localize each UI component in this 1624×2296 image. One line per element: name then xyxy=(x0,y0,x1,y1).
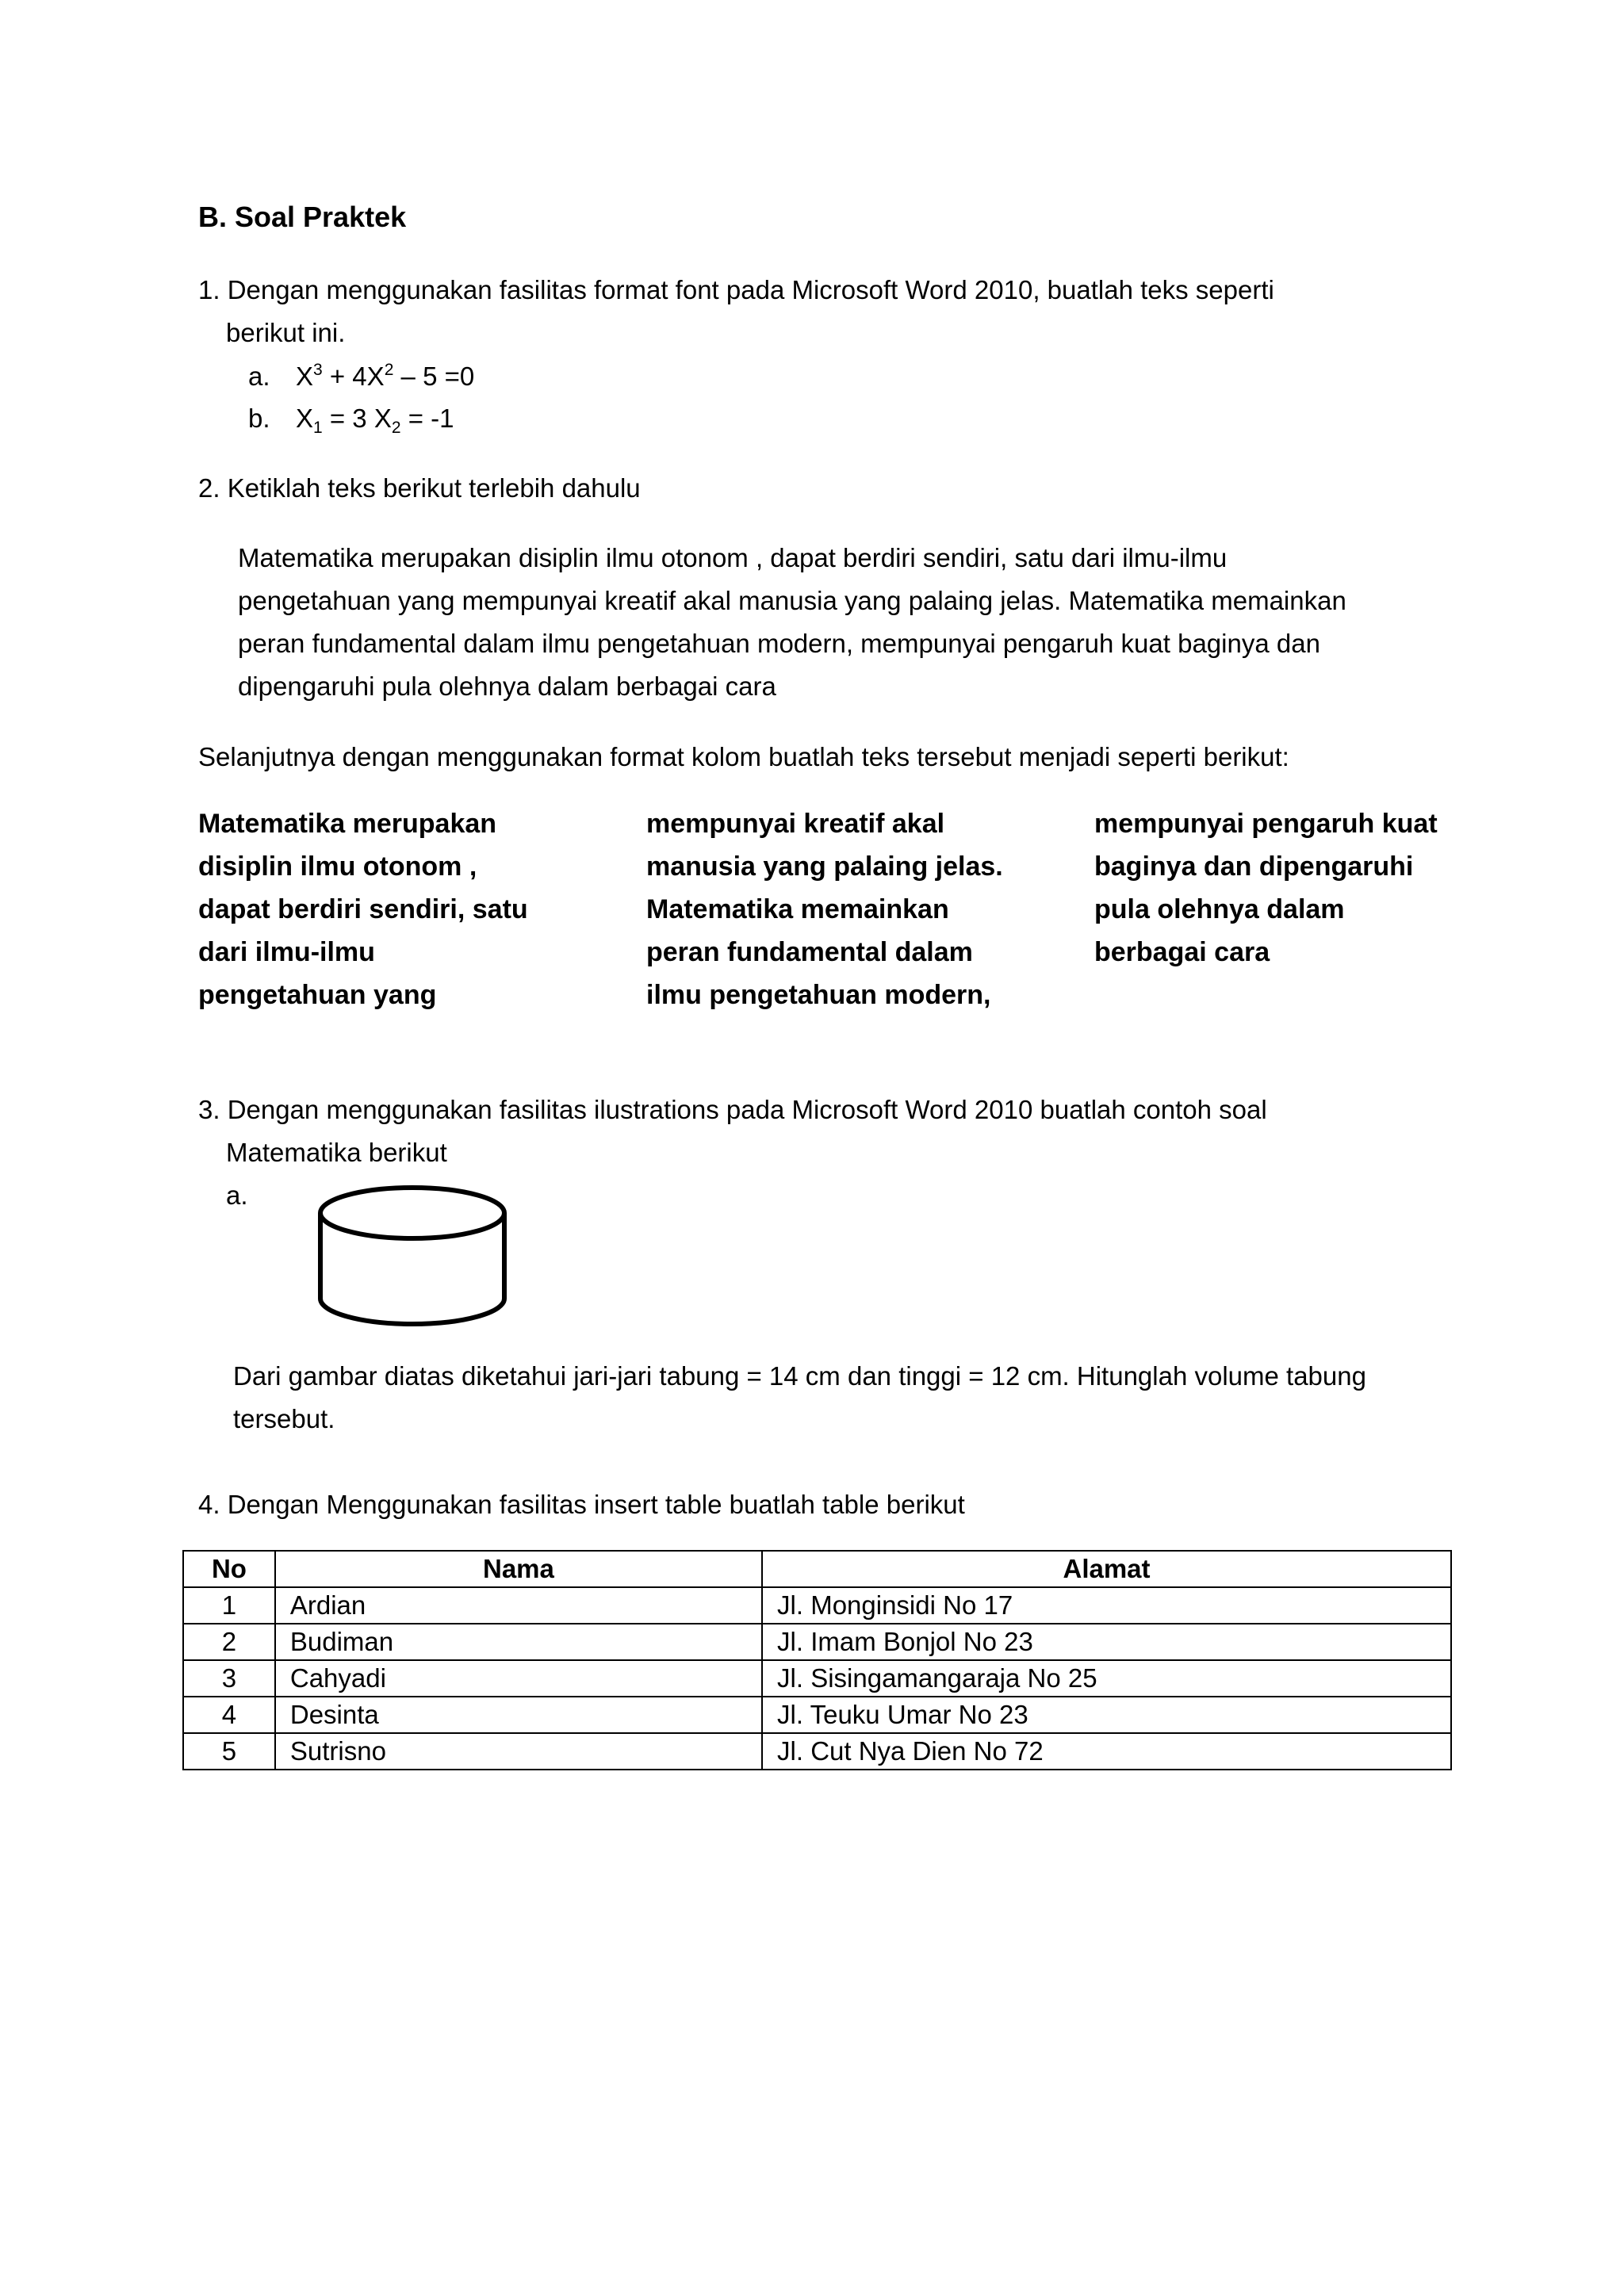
q1-equation-a xyxy=(296,361,474,392)
q1-item-a-marker: a. xyxy=(248,362,270,391)
q2-paragraph-line: peran fundamental dalam ilmu pengetahuan modern, mempunyai pengaruh kuat baginya dan xyxy=(238,629,1320,658)
q3-prompt-line2: Matematika berikut xyxy=(226,1138,447,1167)
table-row xyxy=(183,1733,1451,1770)
q1-prompt-line2: berikut ini. xyxy=(226,318,346,347)
cell-no: 1 xyxy=(183,1587,275,1624)
cell-no: 3 xyxy=(183,1660,275,1697)
q3-prompt-line1: 3. Dengan menggunakan fasilitas ilustrations pada Microsoft Word 2010 buatlah contoh soal xyxy=(198,1095,1267,1124)
eq-b-mid: = 3 X xyxy=(322,404,392,433)
column-line: pula olehnya dalam xyxy=(1094,894,1345,924)
header-nama: Nama xyxy=(275,1551,762,1587)
column-line: dapat berdiri sendiri, satu xyxy=(198,894,528,924)
student-table xyxy=(182,1550,1452,1770)
eq-b-sub1: 1 xyxy=(313,419,323,437)
q2-prompt: 2. Ketiklah teks berikut terlebih dahulu xyxy=(198,473,641,503)
cell-nama: Ardian xyxy=(275,1587,762,1624)
column-line: Matematika merupakan xyxy=(198,809,497,839)
cell-nama: Cahyadi xyxy=(275,1660,762,1697)
eq-a-mid: + 4X xyxy=(322,362,385,391)
table-row xyxy=(183,1660,1451,1697)
text-column-1 xyxy=(198,802,611,1016)
eq-b-x1: X xyxy=(296,404,314,433)
q2-paragraph-line: pengetahuan yang mempunyai kreatif akal manusia yang palaing jelas. Matematika memainkan xyxy=(238,586,1346,615)
q3-problem-line1: Dari gambar diatas diketahui jari-jari tabung = 14 cm dan tinggi = 12 cm. Hitunglah volume tabung xyxy=(233,1361,1366,1391)
eq-a-exp2: 2 xyxy=(384,361,394,379)
table-row xyxy=(183,1587,1451,1624)
column-line: disiplin ilmu otonom , xyxy=(198,851,477,882)
column-line: berbagai cara xyxy=(1094,937,1270,967)
q4-prompt: 4. Dengan Menggunakan fasilitas insert table buatlah table berikut xyxy=(198,1490,965,1519)
cell-alamat: Jl. Cut Nya Dien No 72 xyxy=(762,1733,1451,1770)
header-no: No xyxy=(183,1551,275,1587)
column-line: baginya dan dipengaruhi xyxy=(1094,851,1414,882)
eq-a-x: X xyxy=(296,362,314,391)
cell-alamat: Jl. Monginsidi No 17 xyxy=(762,1587,1451,1624)
column-line: peran fundamental dalam xyxy=(646,937,973,967)
q1-item-b-marker: b. xyxy=(248,404,270,433)
eq-a-exp3: 3 xyxy=(313,361,323,379)
header-alamat: Alamat xyxy=(762,1551,1451,1587)
cell-alamat: Jl. Imam Bonjol No 23 xyxy=(762,1624,1451,1660)
q2-paragraph-line: Matematika merupakan disiplin ilmu otonom , dapat berdiri sendiri, satu dari ilmu-ilmu xyxy=(238,543,1228,572)
eq-b-sub2: 2 xyxy=(391,419,401,437)
cell-nama: Desinta xyxy=(275,1697,762,1733)
q2-instruction: Selanjutnya dengan menggunakan format kolom buatlah teks tersebut menjadi seperti berikut: xyxy=(198,742,1289,771)
text-column-2 xyxy=(646,802,1059,1016)
cylinder-illustration xyxy=(316,1177,509,1329)
cell-alamat: Jl. Sisingamangaraja No 25 xyxy=(762,1660,1451,1697)
table-row xyxy=(183,1697,1451,1733)
column-line: dari ilmu-ilmu xyxy=(198,937,375,967)
cell-no: 2 xyxy=(183,1624,275,1660)
column-line: mempunyai pengaruh kuat xyxy=(1094,809,1438,839)
column-line: manusia yang palaing jelas. xyxy=(646,851,1003,882)
q1-equation-b xyxy=(296,403,454,437)
q1-prompt-line1: 1. Dengan menggunakan fasilitas format font pada Microsoft Word 2010, buatlah teks seperti xyxy=(198,275,1274,304)
column-line: Matematika memainkan xyxy=(646,894,949,924)
eq-b-rest: = -1 xyxy=(400,404,454,433)
text-column-3 xyxy=(1094,802,1507,974)
cell-nama: Budiman xyxy=(275,1624,762,1660)
q3-item-a-marker: a. xyxy=(226,1181,248,1210)
eq-a-rest: – 5 =0 xyxy=(393,362,475,391)
table-row xyxy=(183,1624,1451,1660)
column-line: pengetahuan yang xyxy=(198,980,437,1010)
section-title: B. Soal Praktek xyxy=(198,201,407,233)
q3-problem-line2: tersebut. xyxy=(233,1404,335,1433)
cylinder-top-ellipse xyxy=(320,1188,504,1238)
column-line: mempunyai kreatif akal xyxy=(646,809,945,839)
cell-nama: Sutrisno xyxy=(275,1733,762,1770)
table-header-row xyxy=(183,1551,1451,1587)
cell-no: 4 xyxy=(183,1697,275,1733)
cell-no: 5 xyxy=(183,1733,275,1770)
column-line: ilmu pengetahuan modern, xyxy=(646,980,991,1010)
q2-paragraph-line: dipengaruhi pula olehnya dalam berbagai cara xyxy=(238,672,776,701)
cell-alamat: Jl. Teuku Umar No 23 xyxy=(762,1697,1451,1733)
